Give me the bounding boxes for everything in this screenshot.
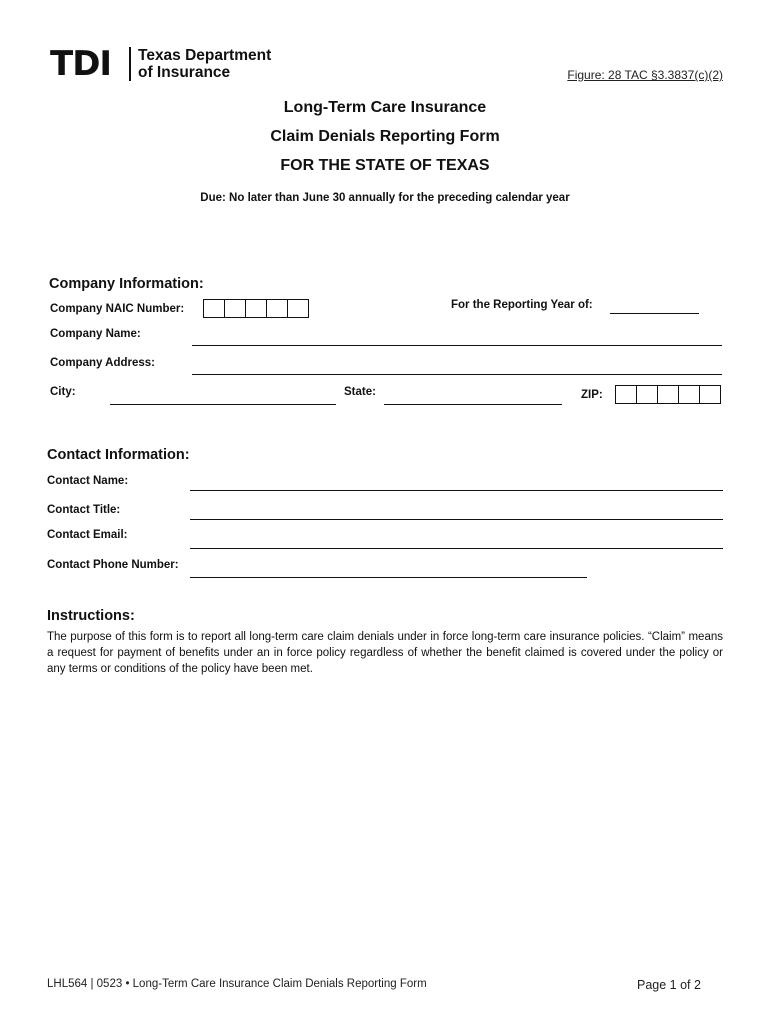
naic-digit-box[interactable] <box>225 300 246 317</box>
figure-reference: Figure: 28 TAC §3.3837(c)(2) <box>567 68 723 82</box>
zip-boxes[interactable] <box>615 385 721 404</box>
naic-number-boxes[interactable] <box>203 299 309 318</box>
footer-form-id: LHL564 | 0523 • Long-Term Care Insurance Claim Denials Reporting Form <box>47 978 427 990</box>
zip-digit-box[interactable] <box>637 386 658 403</box>
logo-line-1: Texas Department <box>138 47 272 64</box>
city-field[interactable] <box>110 404 336 405</box>
contact-phone-field[interactable] <box>190 577 587 578</box>
company-address-label: Company Address: <box>50 357 156 369</box>
naic-number-label: Company NAIC Number: <box>50 303 185 315</box>
contact-name-field[interactable] <box>190 490 723 491</box>
logo-line-2: of Insurance <box>138 64 231 81</box>
contact-info-heading: Contact Information: <box>47 447 190 463</box>
form-title-line-1: Long-Term Care Insurance <box>283 99 487 116</box>
state-label: State: <box>344 386 376 398</box>
instructions-paragraph: The purpose of this form is to report all long-term care claim denials under in force long-term care insurance policies. “Claim” means a request for payment of benefits under an in force policy regardless of whether the benefit claimed is covered under the policy or any terms or conditions of the policy have been met. <box>47 631 723 675</box>
naic-digit-box[interactable] <box>204 300 225 317</box>
naic-digit-box[interactable] <box>246 300 267 317</box>
form-title-line-3: FOR THE STATE OF TEXAS <box>280 157 490 174</box>
company-name-field[interactable] <box>192 345 722 346</box>
form-title-line-2: Claim Denials Reporting Form <box>270 128 500 145</box>
contact-phone-label: Contact Phone Number: <box>47 559 179 571</box>
contact-title-field[interactable] <box>190 519 723 520</box>
state-field[interactable] <box>384 404 562 405</box>
city-label: City: <box>50 386 76 398</box>
logo-divider <box>129 47 131 81</box>
tdi-logo-mark: TDI <box>50 44 112 84</box>
contact-email-label: Contact Email: <box>47 529 128 541</box>
due-date-note: Due: No later than June 30 annually for the preceding calendar year <box>200 192 570 204</box>
zip-digit-box[interactable] <box>616 386 637 403</box>
tdi-logo-text <box>138 47 271 81</box>
zip-digit-box[interactable] <box>658 386 679 403</box>
company-info-heading: Company Information: <box>49 276 204 292</box>
zip-digit-box[interactable] <box>679 386 700 403</box>
naic-digit-box[interactable] <box>267 300 288 317</box>
page-number: Page 1 of 2 <box>637 978 701 992</box>
zip-digit-box[interactable] <box>700 386 720 403</box>
reporting-year-field[interactable] <box>610 313 699 314</box>
contact-name-label: Contact Name: <box>47 475 129 487</box>
zip-label: ZIP: <box>581 389 603 401</box>
contact-email-field[interactable] <box>190 548 723 549</box>
company-address-field[interactable] <box>192 374 722 375</box>
naic-digit-box[interactable] <box>288 300 308 317</box>
instructions-heading: Instructions: <box>47 608 135 624</box>
company-name-label: Company Name: <box>50 328 141 340</box>
reporting-year-label: For the Reporting Year of: <box>451 299 593 311</box>
contact-title-label: Contact Title: <box>47 504 121 516</box>
